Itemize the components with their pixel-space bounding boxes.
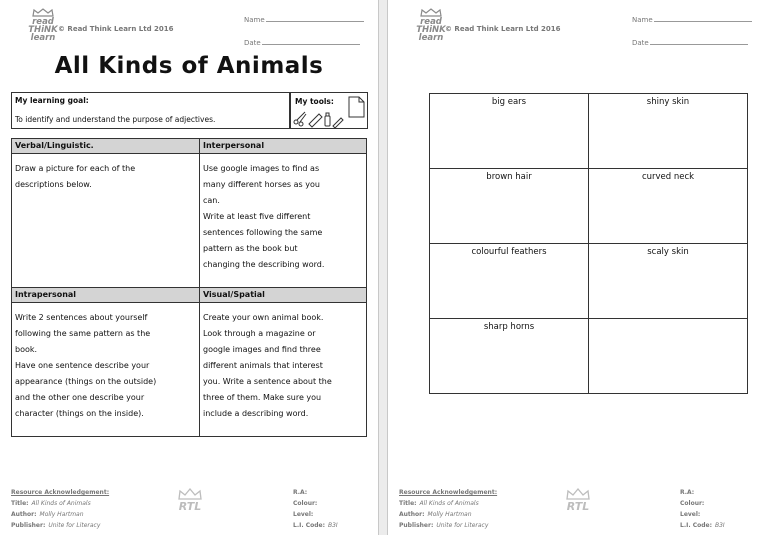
acknowledgement-title: Resource Acknowledgement:: [399, 489, 498, 496]
name-line[interactable]: [654, 15, 752, 22]
learning-goal-text: To identify and understand the purpose of adjectives.: [15, 115, 216, 124]
level-label: Level:: [680, 511, 701, 518]
date-line[interactable]: [262, 38, 360, 45]
paper-icon: [348, 96, 365, 118]
rtl-logo: [175, 488, 205, 520]
activity-text-verbal-linguistic: Draw a picture for each of the descriptions below.: [12, 154, 200, 288]
scissors-icon: [294, 112, 306, 126]
ack-publisher-line: Publisher: Unite for Literacy: [11, 522, 101, 529]
name-line[interactable]: [266, 15, 364, 22]
drawing-box-colourful-feathers[interactable]: [430, 244, 589, 319]
drawing-box-empty[interactable]: [589, 319, 748, 394]
read-think-learn-logo: [28, 8, 58, 56]
drawing-box-big-ears[interactable]: [430, 94, 589, 169]
name-label: Name: [632, 16, 653, 24]
read-think-learn-logo: [416, 8, 446, 56]
date-label: Date: [244, 39, 261, 47]
logo-text-think: THiNK: [28, 25, 58, 35]
description-label: colourful feathers: [471, 247, 547, 257]
page-title: All Kinds of Animals: [54, 53, 324, 79]
description-grid: [429, 93, 748, 394]
description-label: curved neck: [641, 172, 695, 182]
date-line[interactable]: [650, 38, 748, 45]
ack-author-line: Author: Molly Hartman: [11, 511, 84, 518]
li-code-value: B3I: [328, 522, 338, 529]
tools-label: My tools:: [295, 97, 334, 106]
drawing-box-brown-hair[interactable]: [430, 169, 589, 244]
learning-goal-label: My learning goal:: [15, 96, 89, 105]
date-field[interactable]: [244, 38, 360, 47]
page-divider: [378, 0, 388, 535]
ack-author-line: Author: Molly Hartman: [399, 511, 472, 518]
logo-text-read: read: [32, 17, 54, 27]
rtl-crown-icon: [178, 488, 202, 500]
colour-label: Colour:: [293, 500, 318, 507]
copyright-text: © Read Think Learn Ltd 2016: [58, 25, 174, 33]
activity-heading-interpersonal: Interpersonal: [200, 139, 367, 154]
ra-label: R.A:: [680, 489, 695, 496]
activity-heading-verbal-linguistic: Verbal/Linguistic.: [12, 139, 200, 154]
worksheet-page-1: [0, 0, 378, 535]
description-label: shiny skin: [646, 97, 690, 107]
drawing-box-scaly-skin[interactable]: [589, 244, 748, 319]
li-code-label: L.I. Code:: [293, 522, 325, 529]
li-code-value: B3I: [715, 522, 725, 529]
crayon-icon: [333, 118, 343, 128]
date-label: Date: [632, 39, 649, 47]
level-label: Level:: [293, 511, 314, 518]
description-label: scaly skin: [647, 247, 689, 257]
activity-heading-intrapersonal: Intrapersonal: [12, 288, 200, 303]
rtl-crown-icon: [566, 488, 590, 500]
copyright-text: © Read Think Learn Ltd 2016: [445, 25, 561, 33]
activity-grid: [11, 138, 367, 437]
description-label: brown hair: [486, 172, 532, 182]
rtl-logo: [563, 488, 593, 520]
activity-text-intrapersonal: Write 2 sentences about yourself following the same pattern as the book. Have one sentence describe your appearance (things on the outside) and the other one describe your character (things on the inside).: [12, 303, 200, 437]
activity-text-visual-spatial: Create your own animal book. Look through a magazine or google images and find three different animals that interest you. Write a sentence about the three of them. Make sure you include a describing word.: [200, 303, 367, 437]
li-code-label: L.I. Code:: [680, 522, 712, 529]
name-field[interactable]: [632, 15, 752, 24]
ack-publisher-line: Publisher: Unite for Literacy: [399, 522, 489, 529]
tools-icons: [293, 108, 345, 128]
date-field[interactable]: [632, 38, 748, 47]
worksheet-page-2: [388, 0, 765, 535]
acknowledgement-title: Resource Acknowledgement:: [11, 489, 110, 496]
logo-text-learn: learn: [418, 33, 444, 43]
crown-icon: [32, 8, 54, 17]
tools-box: [290, 92, 368, 129]
rtl-logo-text: RTL: [178, 500, 202, 513]
name-field[interactable]: [244, 15, 364, 24]
ra-label: R.A:: [293, 489, 308, 496]
learning-goal-box: [11, 92, 290, 129]
activity-text-interpersonal: Use google images to find as many different horses as you can. Write at least five different sentences following the same pattern as the book but changing the describing word.: [200, 154, 367, 288]
activity-heading-visual-spatial: Visual/Spatial: [200, 288, 367, 303]
crown-icon: [420, 8, 442, 17]
rtl-logo-text: RTL: [566, 500, 590, 513]
drawing-box-curved-neck[interactable]: [589, 169, 748, 244]
colour-label: Colour:: [680, 500, 705, 507]
ack-title-line: Title: All Kinds of Animals: [11, 500, 91, 507]
logo-text-think: THiNK: [416, 25, 446, 35]
ack-title-line: Title: All Kinds of Animals: [399, 500, 479, 507]
logo-text-read: read: [420, 17, 442, 27]
name-label: Name: [244, 16, 265, 24]
logo-text-learn: learn: [30, 33, 56, 43]
drawing-box-shiny-skin[interactable]: [589, 94, 748, 169]
glue-icon: [325, 113, 330, 126]
drawing-box-sharp-horns[interactable]: [430, 319, 589, 394]
description-label: big ears: [491, 97, 527, 107]
pencil-icon: [309, 114, 322, 127]
description-label: sharp horns: [483, 322, 535, 332]
